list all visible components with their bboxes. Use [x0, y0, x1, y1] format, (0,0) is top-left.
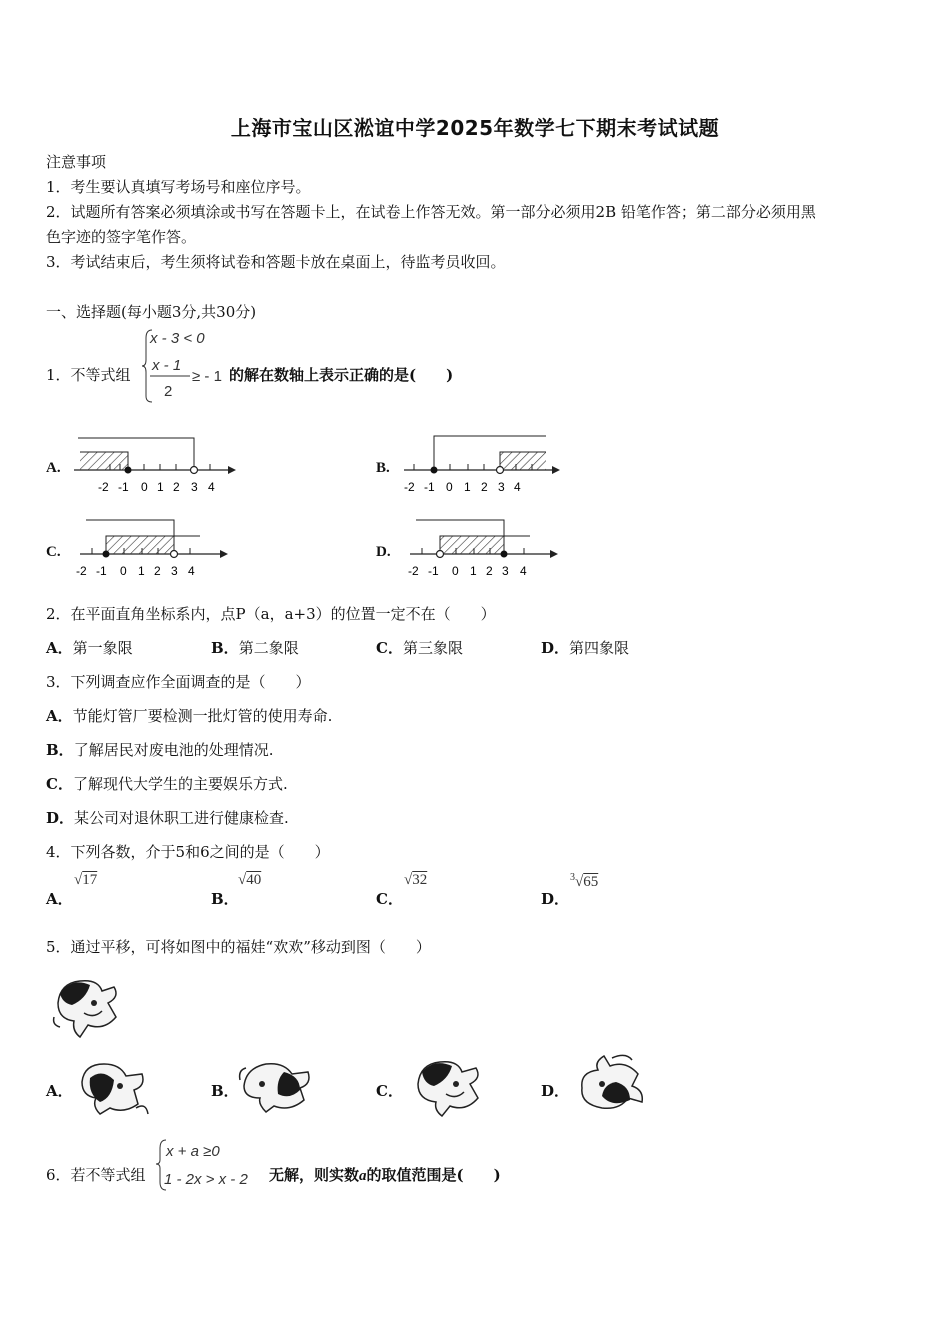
q1-option-d-number-line[interactable]: [400, 512, 570, 582]
tick-label: 2: [481, 480, 488, 494]
q6-ineq2: 1 - 2x > x - 2: [164, 1171, 248, 1188]
tick-label: 1: [138, 564, 145, 578]
option-text: 了解居民对废电池的处理情况.: [73, 741, 274, 759]
tick-label: 3: [502, 564, 509, 578]
option-text: 第四象限: [569, 639, 630, 657]
option-label: A．: [46, 707, 73, 725]
tick-label: -1: [424, 480, 435, 494]
q6-ineq1: x + a ≥0: [166, 1143, 220, 1160]
option-text: 第一象限: [72, 639, 133, 657]
q2-option-b[interactable]: [211, 637, 299, 658]
tick-label: 3: [171, 564, 178, 578]
q3-option-d[interactable]: [46, 807, 289, 828]
q5-option-a-label[interactable]: A．: [46, 1082, 73, 1100]
radicand: 65: [583, 874, 599, 890]
q4-option-c-label[interactable]: C．: [376, 890, 403, 908]
q1-ineq2-rel: ≥ - 1: [192, 368, 222, 385]
root-index: 3: [570, 872, 575, 883]
q4-option-a-radical[interactable]: [74, 872, 97, 889]
tick-label: 3: [191, 480, 198, 494]
q1-suffix: 的解在数轴上表示正确的是( ): [229, 366, 454, 384]
option-text: 第三象限: [402, 639, 463, 657]
q6-suffix-a: 无解，则实数: [269, 1166, 360, 1184]
q4-stem: 4．下列各数，介于5和6之间的是（ ）: [46, 843, 330, 861]
q5-original-figure: [50, 975, 124, 1039]
option-label: B．: [46, 741, 74, 759]
option-text: 某公司对退休职工进行健康检查.: [74, 809, 289, 827]
tick-label: 4: [208, 480, 215, 494]
q1-option-a-label[interactable]: A.: [46, 460, 61, 476]
q5-option-a-figure[interactable]: [76, 1058, 152, 1116]
q4-option-a-label[interactable]: A．: [46, 890, 73, 908]
notice-item-2-cont: 色字迹的签字笔作答。: [46, 228, 197, 246]
option-label: D．: [46, 809, 75, 827]
tick-label: 0: [446, 480, 453, 494]
tick-label: 4: [514, 480, 521, 494]
option-label: A．: [46, 639, 73, 657]
q1-option-b-label[interactable]: B.: [376, 460, 390, 476]
q1-inequality-system: [140, 326, 230, 406]
notice-item-2: 2．试题所有答案必须填涂或书写在答题卡上，在试卷上作答无效。第一部分必须用2B 铅笔作答；第二部分必须用黑: [46, 203, 816, 221]
option-text: 第二象限: [238, 639, 299, 657]
q1-option-c-number-line[interactable]: [70, 512, 240, 582]
radical-sign-icon: √: [238, 872, 247, 888]
tick-label: 4: [188, 564, 195, 578]
tick-label: -1: [118, 480, 129, 494]
tick-label: -2: [98, 480, 109, 494]
option-label: B．: [211, 639, 239, 657]
q5-option-d-figure[interactable]: [572, 1052, 648, 1116]
tick-label: -2: [408, 564, 419, 578]
q5-option-b-label[interactable]: B．: [211, 1082, 239, 1100]
q4-option-c-radical[interactable]: [404, 872, 427, 889]
q6-inequality-system: [154, 1136, 270, 1194]
q5-option-c-figure[interactable]: [410, 1056, 486, 1118]
q5-option-b-figure[interactable]: [238, 1056, 318, 1114]
q6-prefix: 6．若不等式组: [46, 1166, 146, 1184]
q2-option-d[interactable]: [541, 637, 629, 658]
q4-option-b-label[interactable]: B．: [211, 890, 239, 908]
radicand: 40: [246, 872, 262, 888]
option-text: 了解现代大学生的主要娱乐方式.: [72, 775, 288, 793]
q6-variable: a: [359, 1168, 367, 1184]
q5-stem: 5．通过平移，可将如图中的福娃“欢欢”移动到图（ ）: [46, 938, 431, 956]
tick-label: 2: [173, 480, 180, 494]
tick-label: 3: [498, 480, 505, 494]
q6-suffix-b: 的取值范围是( ): [366, 1166, 501, 1184]
q4-option-d-radical[interactable]: [570, 872, 598, 891]
q1-prefix: 1．不等式组: [46, 366, 131, 384]
notice-item-3: 3．考试结束后，考生须将试卷和答题卡放在桌面上，待监考员收回。: [46, 253, 506, 271]
tick-label: -1: [428, 564, 439, 578]
q6-suffix: [269, 1164, 501, 1185]
tick-label: 2: [154, 564, 161, 578]
radical-sign-icon: √: [74, 872, 83, 888]
option-label: D．: [541, 639, 570, 657]
tick-label: 0: [452, 564, 459, 578]
q2-option-a[interactable]: [46, 637, 133, 658]
q3-option-b[interactable]: [46, 739, 273, 760]
tick-label: 4: [520, 564, 527, 578]
option-text: 节能灯管厂要检测一批灯管的使用寿命.: [72, 707, 333, 725]
q5-option-d-label[interactable]: D．: [541, 1082, 570, 1100]
tick-label: 2: [486, 564, 493, 578]
q1-ineq2-num: x - 1: [152, 357, 182, 374]
option-label: C．: [46, 775, 73, 793]
radicand: 17: [82, 872, 98, 888]
tick-label: 1: [470, 564, 477, 578]
radical-sign-icon: √: [404, 872, 413, 888]
tick-label: 0: [120, 564, 127, 578]
radical-sign-icon: √: [575, 874, 584, 890]
q1-option-a-number-line[interactable]: [70, 428, 240, 498]
tick-label: 0: [141, 480, 148, 494]
q3-stem: 3．下列调查应作全面调查的是（ ）: [46, 673, 311, 691]
q3-option-c[interactable]: [46, 773, 288, 794]
q3-option-a[interactable]: [46, 705, 332, 726]
notice-heading: 注意事项: [46, 153, 107, 171]
q5-option-c-label[interactable]: C．: [376, 1082, 403, 1100]
tick-label: -2: [76, 564, 87, 578]
q2-stem: 2．在平面直角坐标系内，点P（a，a+3）的位置一定不在（ ）: [46, 605, 496, 623]
section-heading: 一、选择题(每小题3分,共30分): [46, 303, 257, 321]
tick-label: -1: [96, 564, 107, 578]
q1-option-c-label[interactable]: C.: [46, 544, 61, 560]
q1-ineq1: x - 3 < 0: [150, 330, 205, 347]
tick-label: 1: [464, 480, 471, 494]
option-label: C．: [376, 639, 403, 657]
q2-option-c[interactable]: [376, 637, 463, 658]
q1-option-d-label[interactable]: D.: [376, 544, 391, 560]
notice-item-1: 1．考生要认真填写考场号和座位序号。: [46, 178, 311, 196]
tick-label: 1: [157, 480, 164, 494]
page-title: 上海市宝山区淞谊中学2025年数学七下期末考试试题: [230, 116, 720, 140]
tick-label: -2: [404, 480, 415, 494]
q1-option-b-number-line[interactable]: [400, 428, 570, 498]
q4-option-d-label[interactable]: D．: [541, 890, 570, 908]
q1-ineq2-den: 2: [164, 383, 173, 400]
radicand: 32: [412, 872, 428, 888]
q4-option-b-radical[interactable]: [238, 872, 261, 889]
